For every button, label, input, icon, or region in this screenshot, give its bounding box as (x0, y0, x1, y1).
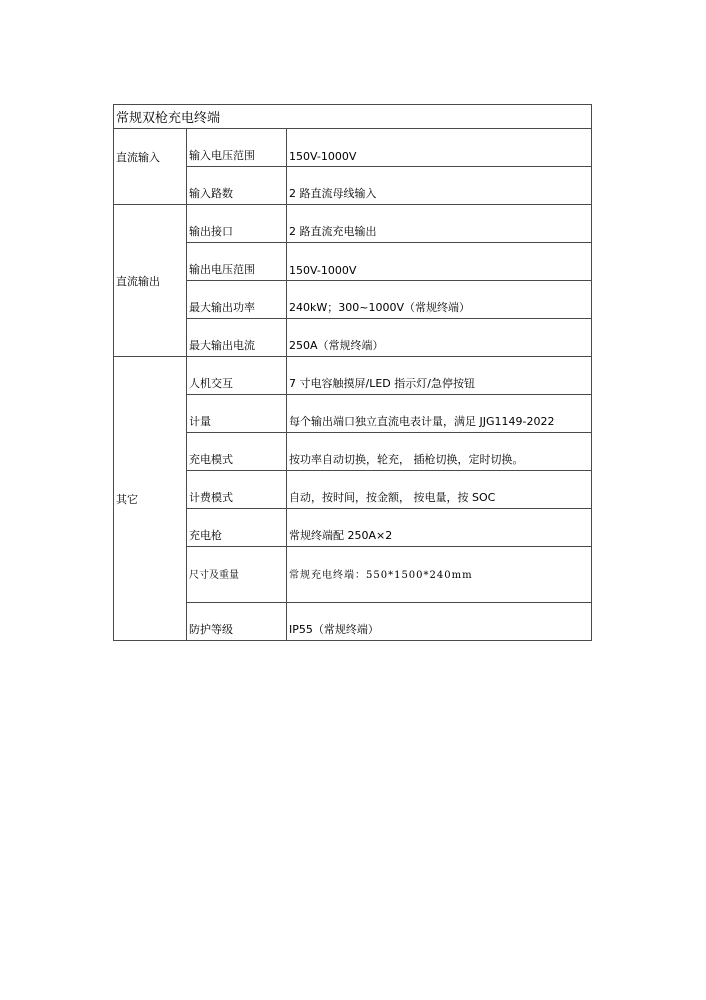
row-label: 输出电压范围 (187, 243, 287, 281)
group-label-other: 其它 (114, 357, 187, 641)
row-value: IP55（常规终端） (287, 603, 592, 641)
row-value: 250A（常规终端） (287, 319, 592, 357)
title-row (114, 105, 592, 129)
row-value: 2 路直流充电输出 (287, 205, 592, 243)
row-value: 常规终端配 250A×2 (287, 509, 592, 547)
group-label-dc-output: 直流输出 (114, 205, 187, 357)
row-label: 最大输出功率 (187, 281, 287, 319)
row-value: 按功率自动切换，轮充， 插枪切换，定时切换。 (287, 433, 592, 471)
spec-table (113, 104, 592, 641)
row-label: 充电枪 (187, 509, 287, 547)
table-title: 常规双枪充电终端 (114, 105, 592, 129)
row-label: 计费模式 (187, 471, 287, 509)
row-label: 防护等级 (187, 603, 287, 641)
row-label: 尺寸及重量 (187, 547, 287, 603)
row-value: 常规充电终端：550*1500*240mm (287, 547, 592, 603)
row-value: 150V-1000V (287, 243, 592, 281)
row-label: 输入电压范围 (187, 129, 287, 167)
table-row (114, 357, 592, 395)
row-value: 150V-1000V (287, 129, 592, 167)
group-label-dc-input: 直流输入 (114, 129, 187, 205)
row-value: 自动，按时间，按金额， 按电量，按 SOC (287, 471, 592, 509)
row-value: 每个输出端口独立直流电表计量，满足 JJG1149-2022 (287, 395, 592, 433)
row-value: 7 寸电容触摸屏/LED 指示灯/急停按钮 (287, 357, 592, 395)
row-value: 2 路直流母线输入 (287, 167, 592, 205)
row-label: 输入路数 (187, 167, 287, 205)
table-row (114, 205, 592, 243)
row-value: 240kW；300~1000V（常规终端） (287, 281, 592, 319)
row-label: 计量 (187, 395, 287, 433)
row-label: 人机交互 (187, 357, 287, 395)
row-label: 最大输出电流 (187, 319, 287, 357)
row-label: 输出接口 (187, 205, 287, 243)
row-label: 充电模式 (187, 433, 287, 471)
table-row (114, 129, 592, 167)
